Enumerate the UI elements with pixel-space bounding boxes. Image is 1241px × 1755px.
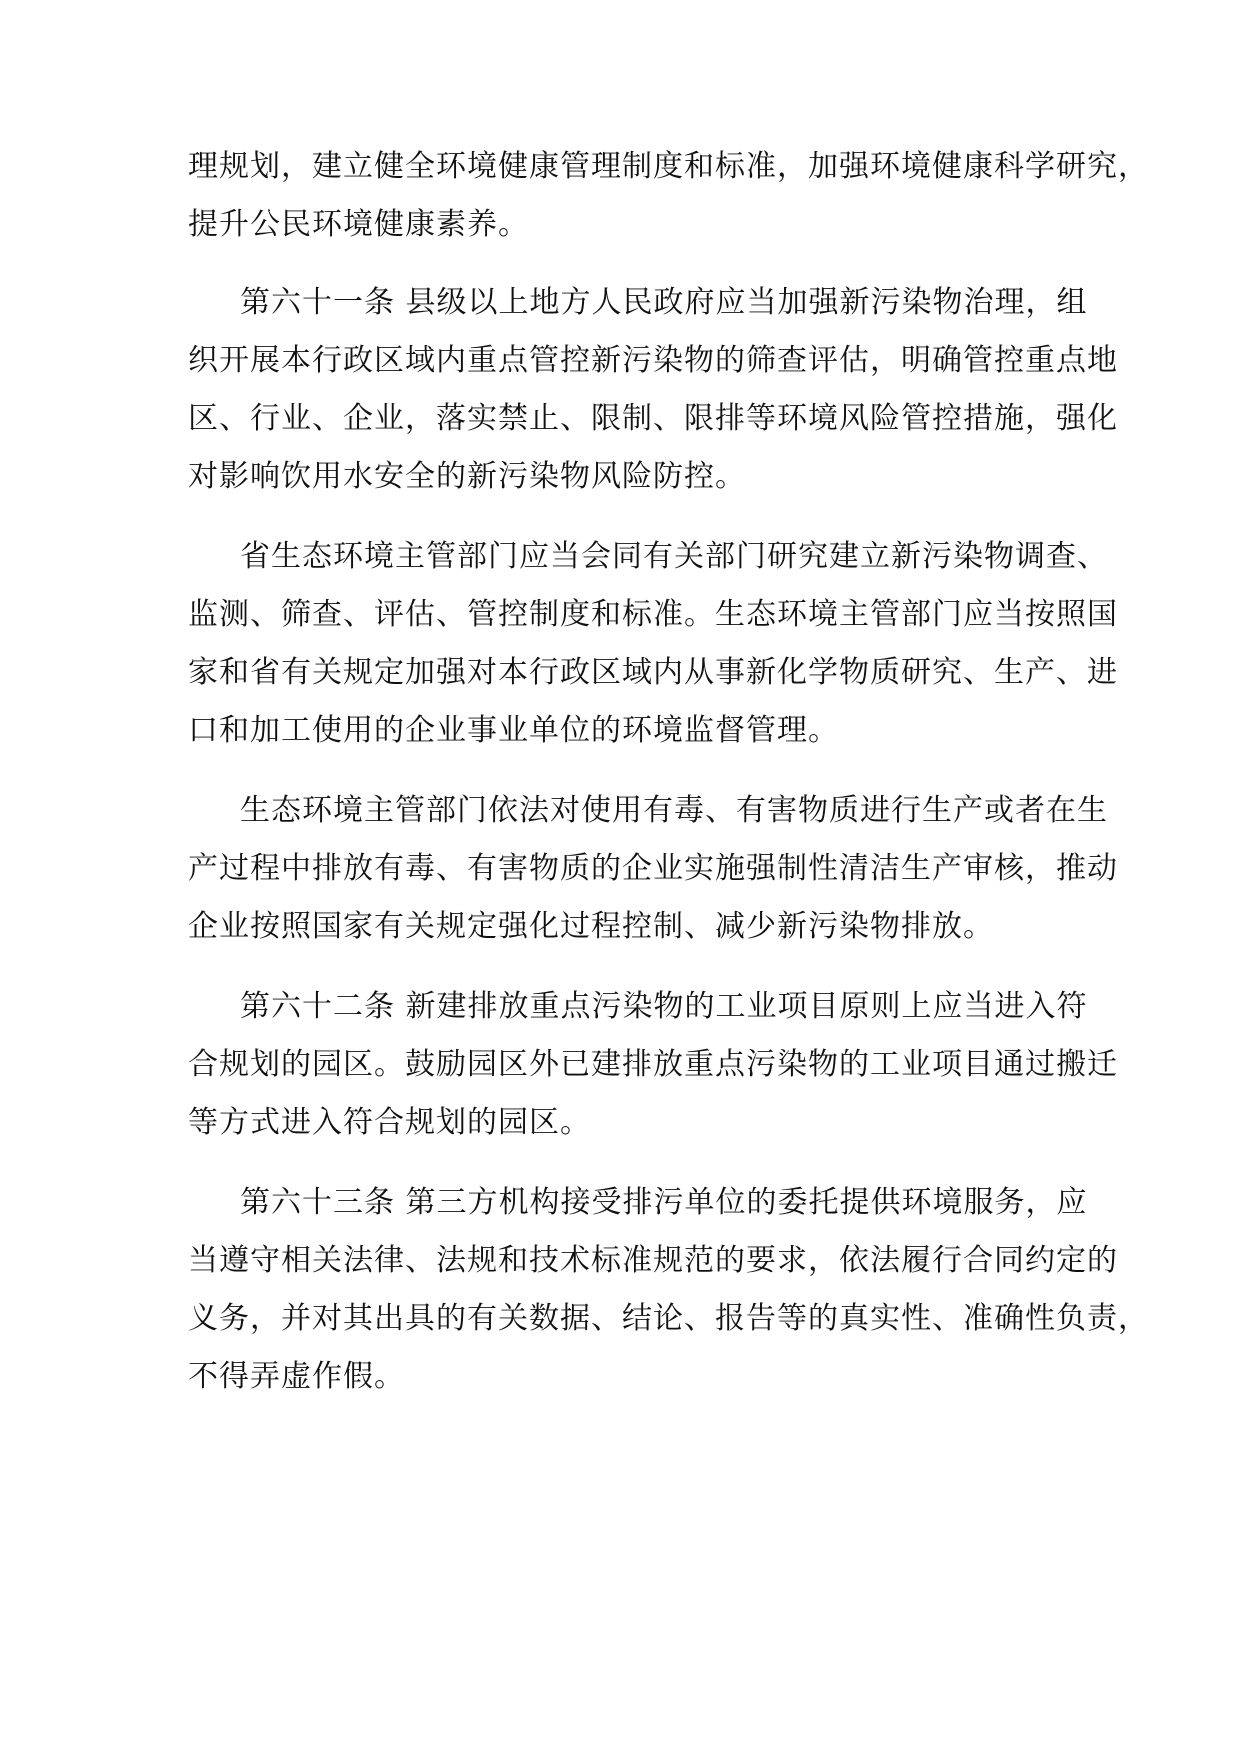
text-line: 区、行业、企业，落实禁止、限制、限排等环境风险管控措施，强化: [188, 401, 1118, 436]
article-heading-line: 第六十三条 第三方机构接受排污单位的委托提供环境服务，应: [240, 1185, 1088, 1220]
text-line: 生态环境主管部门依法对使用有毒、有害物质进行生产或者在生: [240, 793, 1108, 828]
text-line: 对影响饮用水安全的新污染物风险防控。: [188, 459, 746, 494]
text-line: 理规划，建立健全环境健康管理制度和标准，加强环境健康科学研究，: [188, 149, 1149, 184]
text-line: 省生态环境主管部门应当会同有关部门研究建立新污染物调查、: [240, 539, 1108, 574]
text-line: 企业按照国家有关规定强化过程控制、减少新污染物排放。: [188, 909, 994, 944]
text-line: 监测、筛查、评估、管控制度和标准。生态环境主管部门应当按照国: [188, 597, 1118, 632]
article-heading-line: 第六十一条 县级以上地方人民政府应当加强新污染物治理，组: [240, 285, 1088, 320]
article-heading-line: 第六十二条 新建排放重点污染物的工业项目原则上应当进入符: [240, 989, 1088, 1024]
text-line: 织开展本行政区域内重点管控新污染物的筛查评估，明确管控重点地: [188, 343, 1118, 378]
text-line: 口和加工使用的企业事业单位的环境监督管理。: [188, 713, 839, 748]
text-line: 提升公民环境健康素养。: [188, 207, 529, 242]
text-line: 当遵守相关法律、法规和技术标准规范的要求，依法履行合同约定的: [188, 1243, 1118, 1278]
text-line: 等方式进入符合规划的园区。: [188, 1105, 591, 1140]
text-line: 义务，并对其出具的有关数据、结论、报告等的真实性、准确性负责，: [188, 1301, 1149, 1336]
text-line: 产过程中排放有毒、有害物质的企业实施强制性清洁生产审核，推动: [188, 851, 1118, 886]
text-line: 合规划的园区。鼓励园区外已建排放重点污染物的工业项目通过搬迁: [188, 1047, 1118, 1082]
text-line: 家和省有关规定加强对本行政区域内从事新化学物质研究、生产、进: [188, 655, 1118, 690]
text-line: 不得弄虚作假。: [188, 1359, 405, 1394]
